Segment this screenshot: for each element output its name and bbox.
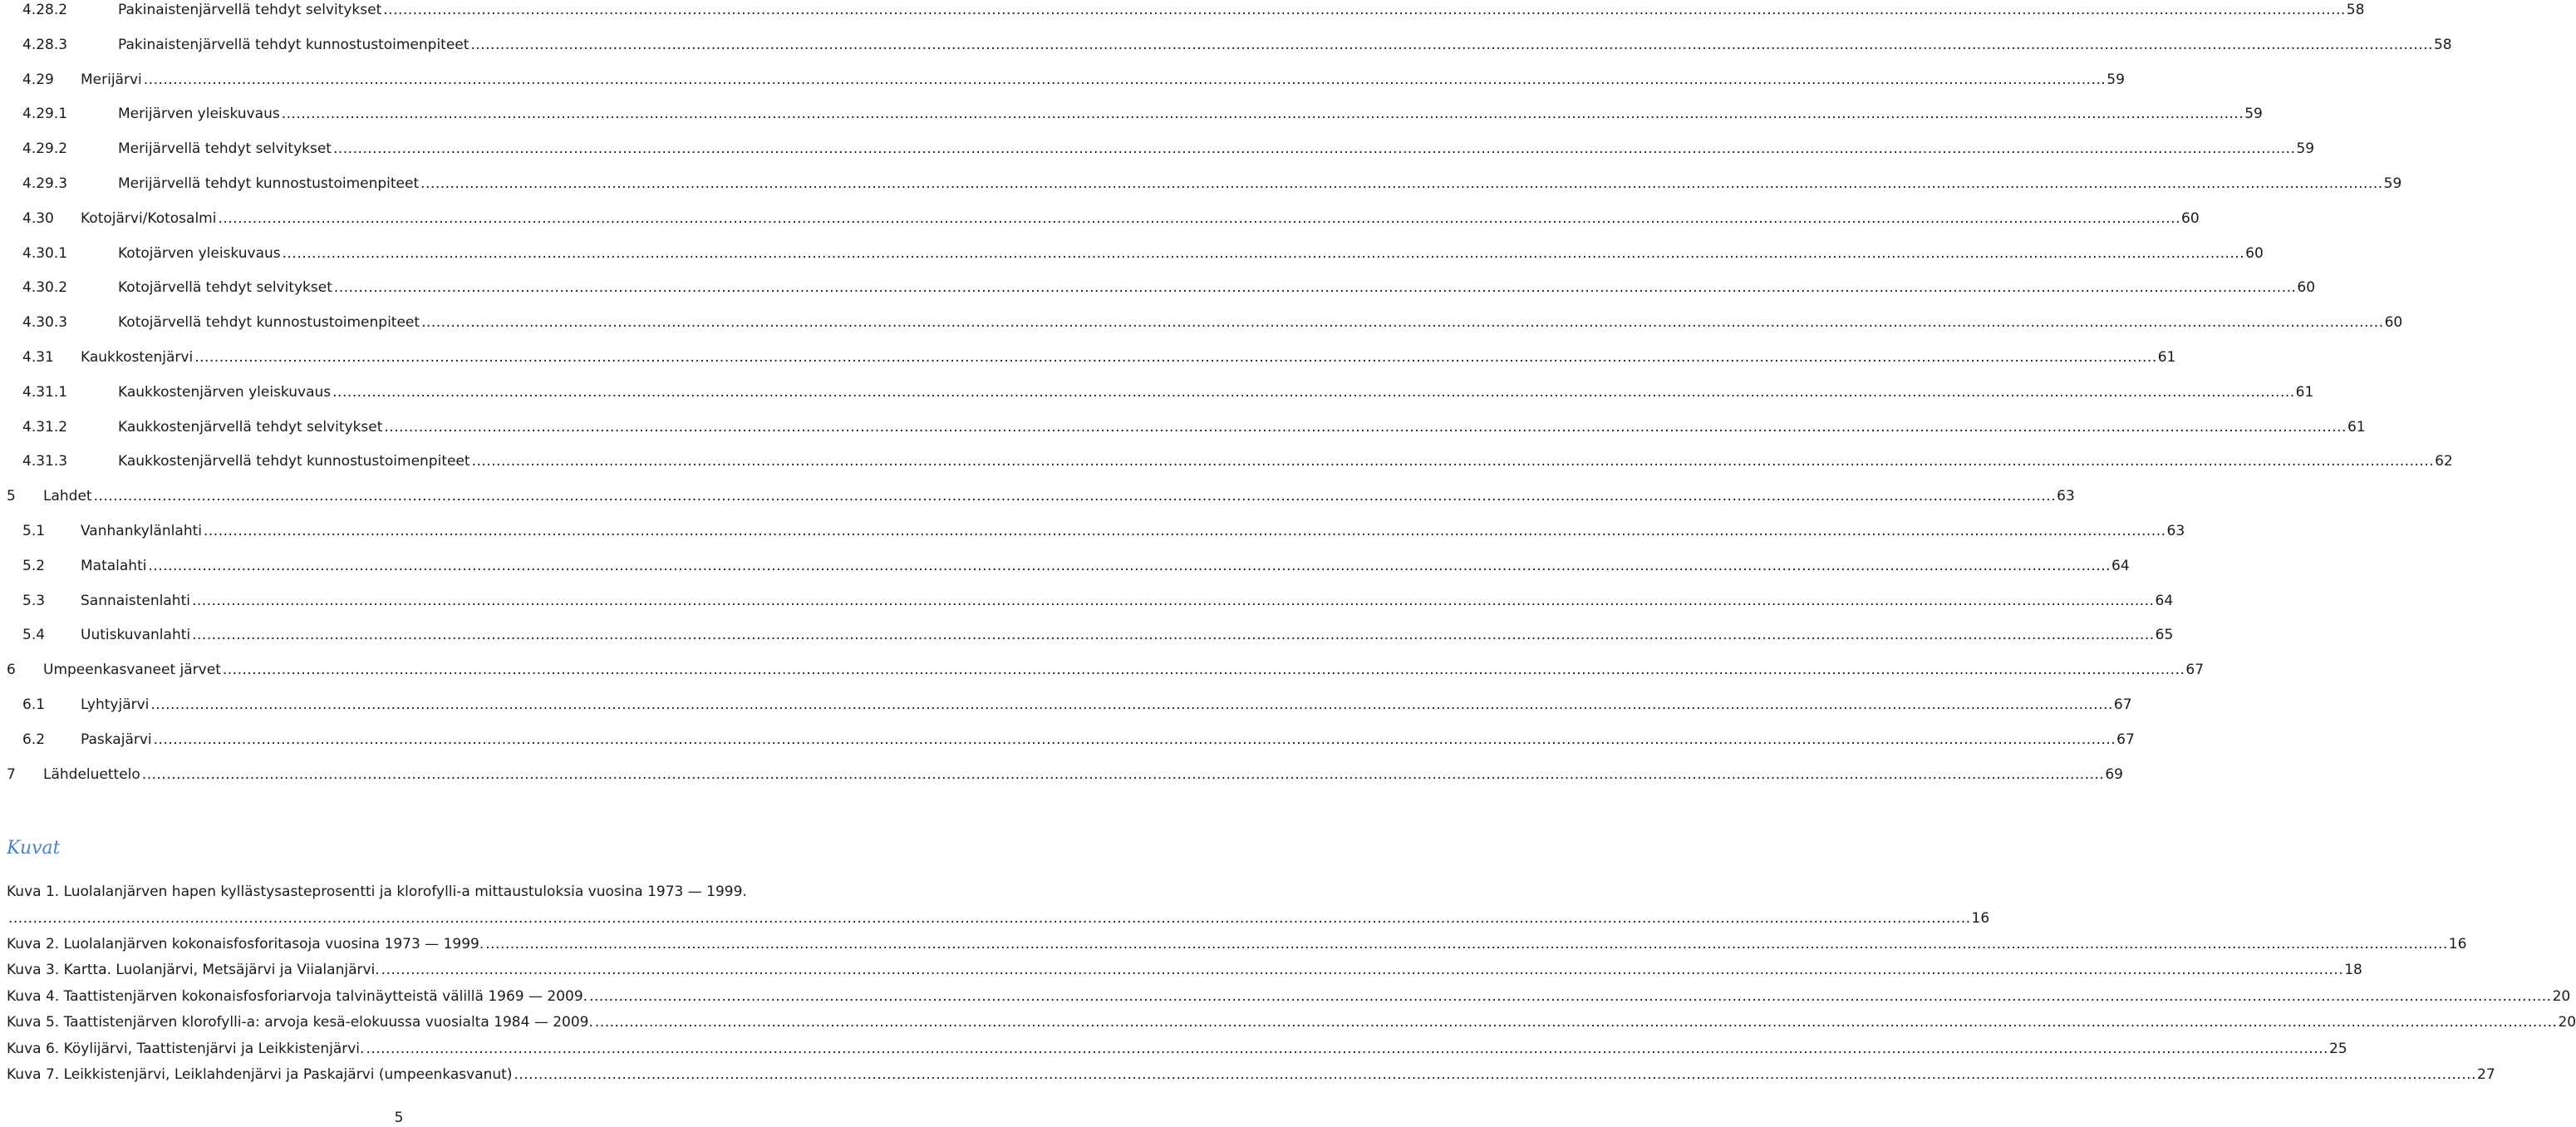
figure-entry[interactable] <box>7 1011 2576 1033</box>
toc-entry[interactable] <box>7 591 2174 611</box>
toc-entry[interactable] <box>7 417 2366 437</box>
entry-page: 63 <box>2057 488 2075 505</box>
dot-leader: ................................................................................................................................................................................................................................................................................................................................................................................................................ <box>282 244 2245 262</box>
dot-leader: ................................................................................................................................................................................................................................................................................................................................................................................................................ <box>485 936 2448 952</box>
figure-entry[interactable] <box>7 986 2571 1007</box>
entry-page: 67 <box>2113 696 2132 713</box>
entry-title: Merijärvellä tehdyt selvitykset <box>118 140 332 158</box>
entry-page: 64 <box>2111 557 2130 574</box>
entry-number: 6.2 <box>22 731 46 748</box>
dot-leader: ................................................................................................................................................................................................................................................................................................................................................................................................................ <box>281 106 2244 123</box>
entry-title: Kuva 3. Kartta. Luolanjärvi, Metsäjärvi ja Viialanjärvi. <box>7 962 380 979</box>
entry-page: 67 <box>2185 662 2205 679</box>
entry-number: 5.3 <box>22 592 46 609</box>
dot-leader: ................................................................................................................................................................................................................................................................................................................................................................................................................ <box>204 523 2166 539</box>
toc-entry[interactable] <box>7 382 2314 402</box>
dot-leader: ................................................................................................................................................................................................................................................................................................................................................................................................................ <box>366 1040 2328 1057</box>
entry-page: 60 <box>2245 244 2264 262</box>
toc-entry[interactable] <box>7 174 2402 194</box>
toc-entry[interactable] <box>7 765 2123 785</box>
dot-leader: ................................................................................................................................................................................................................................................................................................................................................................................................................ <box>194 349 2157 366</box>
entry-number: 4.30 <box>22 209 54 227</box>
dot-leader: ................................................................................................................................................................................................................................................................................................................................................................................................................ <box>471 453 2435 470</box>
entry-title: Sannaistenlahti <box>81 592 190 609</box>
entry-page: 18 <box>2344 962 2362 979</box>
toc-entry[interactable] <box>7 486 2075 506</box>
entry-page: 61 <box>2347 418 2366 436</box>
toc-entry[interactable] <box>7 244 2264 263</box>
entry-page: 27 <box>2477 1066 2495 1083</box>
entry-number: 4.29.1 <box>22 106 68 123</box>
entry-number: 5.4 <box>22 627 46 644</box>
entry-title: Kotojärven yleiskuvaus <box>118 244 281 262</box>
dot-leader: ................................................................................................................................................................................................................................................................................................................................................................................................................ <box>148 557 2111 574</box>
dot-leader: ................................................................................................................................................................................................................................................................................................................................................................................................................ <box>143 71 2107 88</box>
entry-title: Lahdet <box>43 488 92 505</box>
entry-page: 61 <box>2157 349 2176 366</box>
dot-leader: ................................................................................................................................................................................................................................................................................................................................................................................................................ <box>333 279 2297 297</box>
entry-number: 4.30.3 <box>22 314 68 332</box>
toc-entry[interactable] <box>7 139 2315 159</box>
toc-entry[interactable] <box>7 451 2453 471</box>
entry-title: Lähdeluettelo <box>43 765 140 783</box>
dot-leader: ................................................................................................................................................................................................................................................................................................................................................................................................................ <box>8 910 1971 927</box>
entry-number: 4.29.3 <box>22 175 68 192</box>
dot-leader: ................................................................................................................................................................................................................................................................................................................................................................................................................ <box>420 175 2383 192</box>
entry-title: Kotojärvellä tehdyt kunnostustoimenpiteet <box>118 314 420 332</box>
entry-number: 4.31.2 <box>22 418 68 436</box>
entry-title: Kaukkostenjärvi <box>81 349 194 366</box>
entry-page: 58 <box>2346 2 2365 18</box>
entry-number: 4.29 <box>22 71 54 88</box>
entry-page: 67 <box>2116 731 2135 748</box>
entry-page: 69 <box>2105 765 2123 783</box>
entry-page: 59 <box>2296 140 2315 158</box>
entry-page: 60 <box>2384 314 2403 332</box>
entry-title: Kotojärvi/Kotosalmi <box>81 209 217 227</box>
figure-entry[interactable] <box>7 1064 2495 1085</box>
entry-page: 60 <box>2297 279 2316 297</box>
entry-title: Uutiskuvanlahti <box>81 627 191 644</box>
dot-leader: ................................................................................................................................................................................................................................................................................................................................................................................................................ <box>332 140 2296 158</box>
entry-number: 4.29.2 <box>22 140 68 158</box>
dot-leader: ................................................................................................................................................................................................................................................................................................................................................................................................................ <box>93 488 2057 505</box>
entry-title: Kuva 4. Taattistenjärven kokonaisfosforiarvoja talvinäytteistä välillä 1969 — 2009. <box>7 987 588 1005</box>
toc-entry[interactable] <box>7 625 2174 645</box>
entry-page: 60 <box>2181 209 2200 227</box>
dot-leader: ................................................................................................................................................................................................................................................................................................................................................................................................................ <box>192 627 2155 644</box>
dot-leader: ................................................................................................................................................................................................................................................................................................................................................................................................................ <box>141 765 2105 783</box>
entry-number: 5.2 <box>22 557 46 574</box>
toc-entry[interactable] <box>7 695 2132 715</box>
toc-entry[interactable] <box>7 278 2316 298</box>
entry-title: Matalahti <box>81 557 147 574</box>
entry-title: Paskajärvi <box>81 731 152 748</box>
toc-entry[interactable] <box>7 209 2200 229</box>
figure-entry-first-line[interactable]: Kuva 1. Luolalanjärven hapen kyllästysasteprosentti ja klorofylli-a mittaustuloksia vuosina 1973 — 1999. <box>7 883 747 900</box>
entry-number: 4.28.3 <box>22 36 68 53</box>
entry-title: Lyhtyjärvi <box>81 696 150 713</box>
entry-title: Kuva 5. Taattistenjärven klorofylli-a: arvoja kesä-elokuussa vuosialta 1984 — 2009. <box>7 1014 593 1031</box>
toc-entry[interactable] <box>7 730 2135 750</box>
entry-title: Kuva 2. Luolalanjärven kokonaisfosforitasoja vuosina 1973 — 1999. <box>7 936 484 952</box>
entry-title: Pakinaistenjärvellä tehdyt kunnostustoimenpiteet <box>118 36 469 53</box>
dot-leader: ................................................................................................................................................................................................................................................................................................................................................................................................................ <box>384 418 2347 436</box>
entry-title: Vanhankylänlahti <box>81 523 202 539</box>
dot-leader: ................................................................................................................................................................................................................................................................................................................................................................................................................ <box>153 731 2116 748</box>
toc-entry[interactable] <box>7 347 2176 367</box>
entry-page: 64 <box>2155 592 2174 609</box>
entry-page: 20 <box>2558 1014 2576 1031</box>
figure-entry[interactable] <box>7 959 2362 981</box>
entry-title: Merijärvi <box>81 71 142 88</box>
toc-entry[interactable] <box>7 313 2403 332</box>
entry-page: 65 <box>2155 627 2174 644</box>
entry-number: 4.31.1 <box>22 383 68 401</box>
entry-page: 25 <box>2328 1040 2347 1057</box>
figures-heading: Kuvat <box>7 838 61 859</box>
entry-number: 6 <box>7 662 16 679</box>
entry-number: 5.1 <box>22 523 46 539</box>
entry-page: 20 <box>2552 987 2571 1005</box>
entry-number: 6.1 <box>22 696 46 713</box>
entry-title: Kotojärvellä tehdyt selvitykset <box>118 279 332 297</box>
entry-number: 4.28.2 <box>22 2 68 18</box>
dot-leader: ................................................................................................................................................................................................................................................................................................................................................................................................................ <box>381 962 2344 979</box>
dot-leader: ................................................................................................................................................................................................................................................................................................................................................................................................................ <box>222 662 2185 679</box>
entry-title: Kuva 6. Köylijärvi, Taattistenjärvi ja Leikkistenjärvi. <box>7 1040 365 1057</box>
dot-leader: ................................................................................................................................................................................................................................................................................................................................................................................................................ <box>589 987 2552 1005</box>
entry-page: 59 <box>2107 71 2125 88</box>
entry-title: Pakinaistenjärvellä tehdyt selvitykset <box>118 2 382 18</box>
entry-page: 16 <box>1971 910 1990 927</box>
figure-entry[interactable] <box>7 1038 2347 1060</box>
dot-leader: ................................................................................................................................................................................................................................................................................................................................................................................................................ <box>218 209 2180 227</box>
dot-leader: ................................................................................................................................................................................................................................................................................................................................................................................................................ <box>191 592 2155 609</box>
toc-entry[interactable] <box>7 660 2205 680</box>
entry-page: 16 <box>2448 936 2467 952</box>
entry-title: Kaukkostenjärvellä tehdyt kunnostustoimenpiteet <box>118 453 470 470</box>
dot-leader: ................................................................................................................................................................................................................................................................................................................................................................................................................ <box>150 696 2113 713</box>
entry-title: Merijärvellä tehdyt kunnostustoimenpiteet <box>118 175 420 192</box>
entry-title: Umpeenkasvaneet järvet <box>43 662 221 679</box>
dot-leader: ................................................................................................................................................................................................................................................................................................................................................................................................................ <box>514 1066 2476 1083</box>
entry-page: 59 <box>2244 106 2263 123</box>
dot-leader: ................................................................................................................................................................................................................................................................................................................................................................................................................ <box>383 2 2346 18</box>
page-number: 5 <box>394 1110 404 1126</box>
dot-leader: ................................................................................................................................................................................................................................................................................................................................................................................................................ <box>332 383 2295 401</box>
entry-title: Kaukkostenjärvellä tehdyt selvitykset <box>118 418 383 436</box>
entry-page: 61 <box>2295 383 2314 401</box>
figure-entry[interactable] <box>7 933 2467 955</box>
toc-entry[interactable] <box>7 104 2263 124</box>
entry-page: 59 <box>2383 175 2402 192</box>
entry-number: 5 <box>7 488 16 505</box>
entry-page: 63 <box>2166 523 2185 539</box>
toc-entry[interactable] <box>7 70 2125 90</box>
entry-number: 4.31.3 <box>22 453 68 470</box>
toc-entry[interactable] <box>7 521 2185 541</box>
entry-number: 4.31 <box>22 349 54 366</box>
entry-page: 58 <box>2433 36 2452 53</box>
entry-title: Kuva 7. Leikkistenjärvi, Leiklahdenjärvi ja Paskajärvi (umpeenkasvanut) <box>7 1066 513 1083</box>
toc-entry[interactable] <box>7 0 2365 20</box>
entry-page: 62 <box>2435 453 2453 470</box>
entry-number: 7 <box>7 765 16 783</box>
dot-leader: ................................................................................................................................................................................................................................................................................................................................................................................................................ <box>470 36 2433 53</box>
dot-leader: ................................................................................................................................................................................................................................................................................................................................................................................................................ <box>421 314 2384 332</box>
dot-leader: ................................................................................................................................................................................................................................................................................................................................................................................................................ <box>594 1014 2558 1031</box>
toc-entry[interactable] <box>7 35 2452 55</box>
entry-title: Merijärven yleiskuvaus <box>118 106 280 123</box>
entry-number: 4.30.1 <box>22 244 68 262</box>
figure-entry-continuation[interactable] <box>7 908 1990 929</box>
entry-title: Kaukkostenjärven yleiskuvaus <box>118 383 332 401</box>
entry-number: 4.30.2 <box>22 279 68 297</box>
toc-entry[interactable] <box>7 556 2130 576</box>
